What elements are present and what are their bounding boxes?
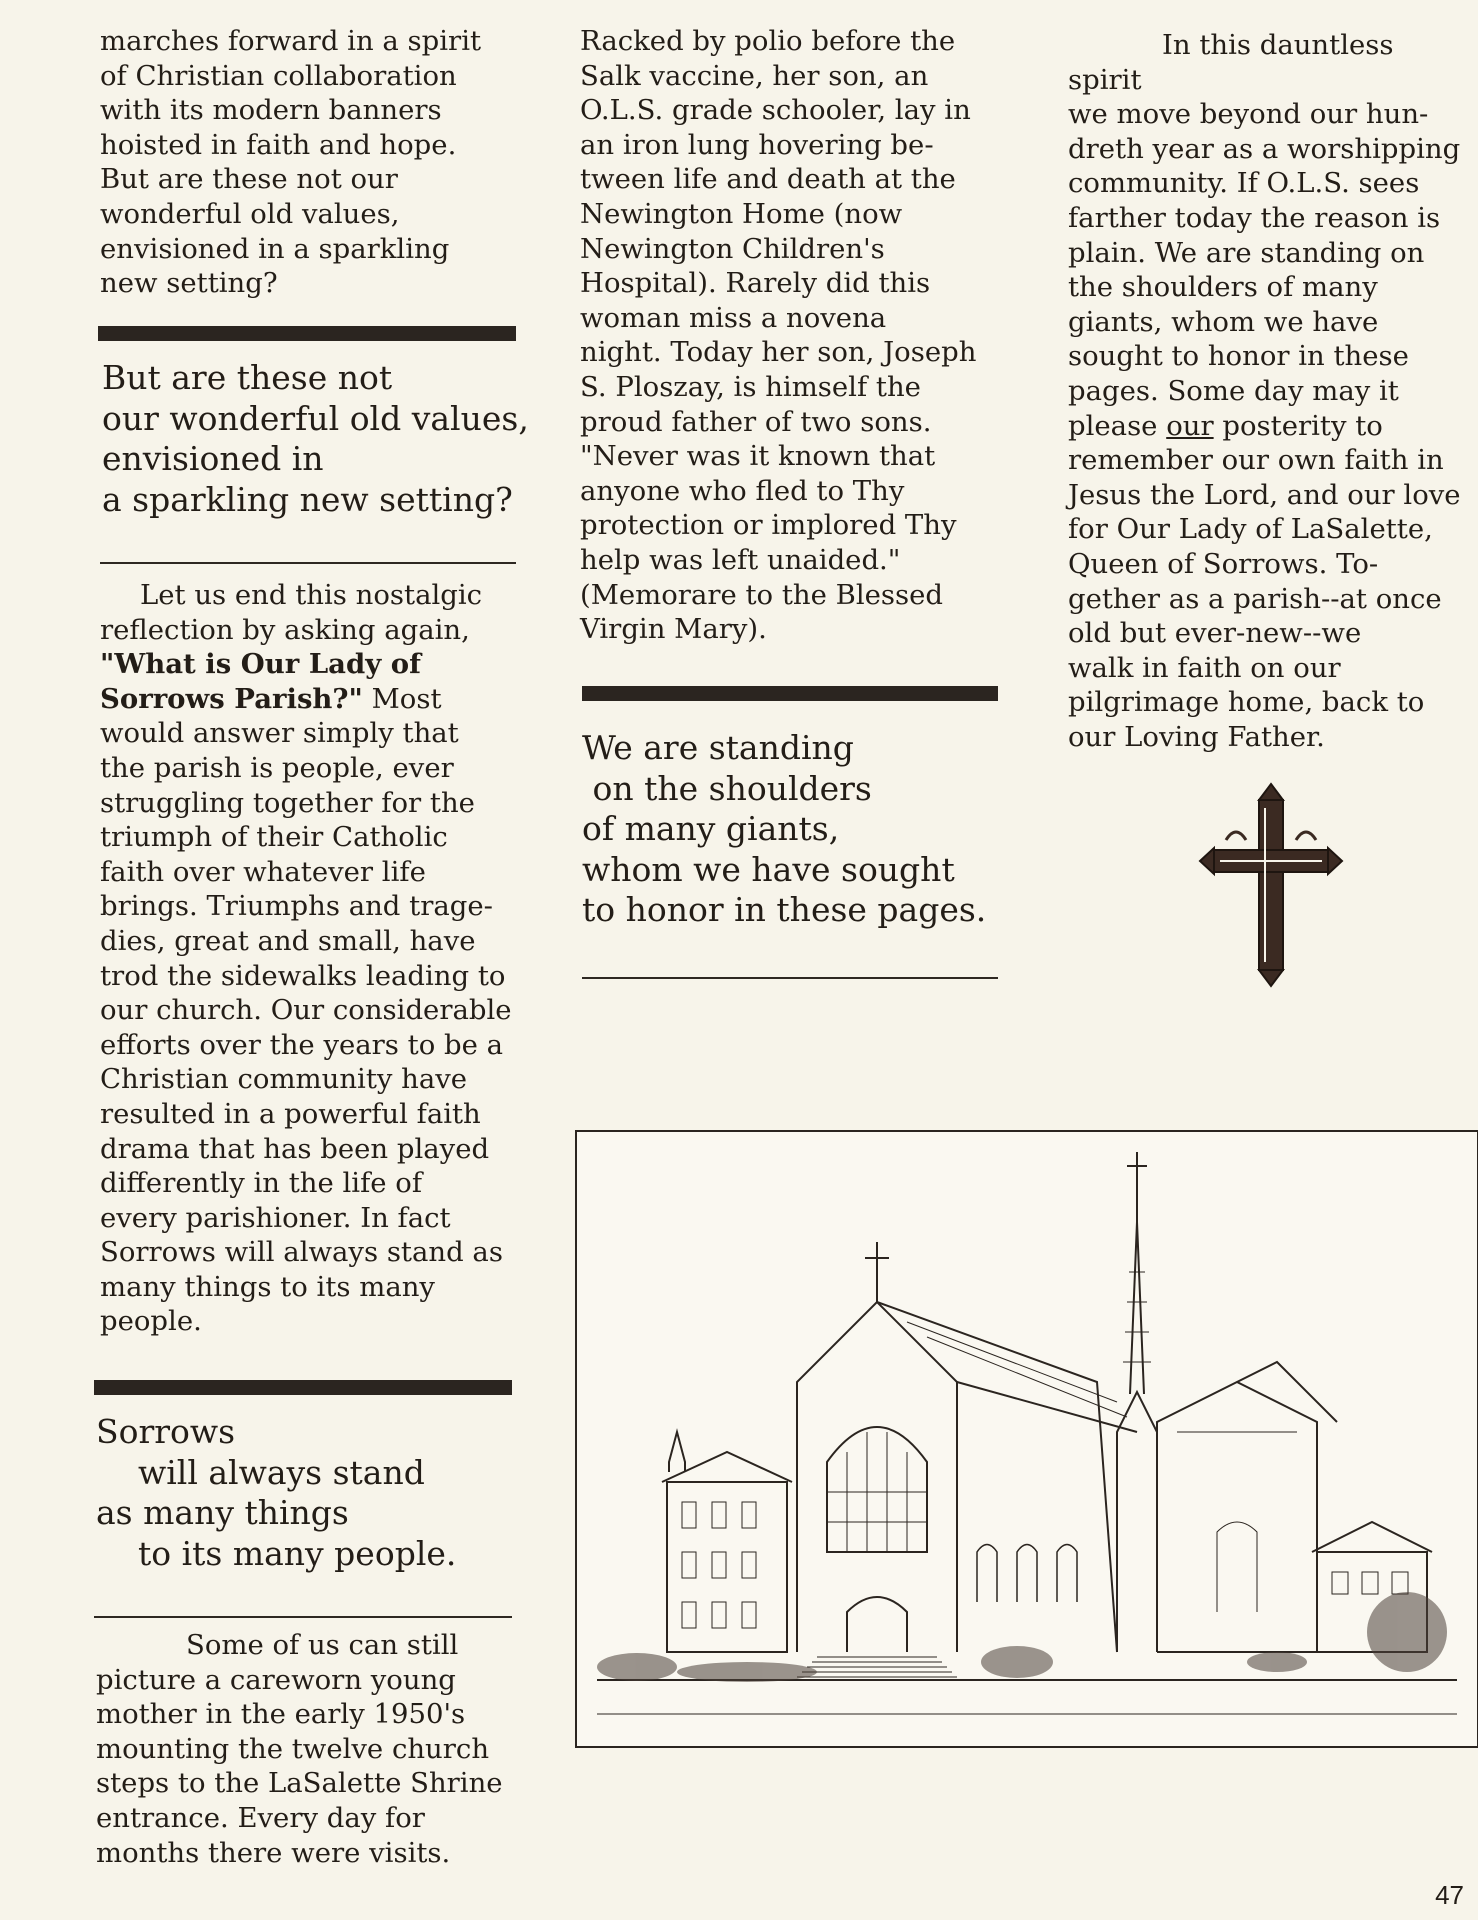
column1-paragraph-2-box <box>100 578 530 1339</box>
divider-bar-3 <box>582 686 998 701</box>
divider-rule-1 <box>100 562 516 564</box>
column-1 <box>100 24 520 301</box>
divider-bar-1 <box>98 326 516 341</box>
column1-paragraph-2-lead: Let us end this nostalgic reflection by asking again, <box>100 579 483 646</box>
column2-paragraph-1: Racked by polio before the Salk vaccine, her son, an O.L.S. grade schooler, lay in an iron lung hovering be- tween life and death at the Newington Home (now Newington Children's Hospital). Rarely did this woman miss a novena night. Today her son, Joseph S. Ploszay, is himself the proud father of two sons. "Never was it known that anyone who fled to Thy protection or implored Thy help was left unaided." (Memorare to the Blessed Virgin Mary). <box>580 25 977 646</box>
column1-paragraph-1: marches forward in a spirit of Christian collaboration with its modern banners hoisted in faith and hope. But are these not our wonderful old values, envisioned in a sparkling new setting? <box>100 25 482 300</box>
column3-paragraph-1 <box>1068 28 1473 754</box>
pull-quote-3-box <box>582 728 1012 931</box>
pull-quote-1: But are these not our wonderful old values, envisioned in a sparkling new setting? <box>102 358 529 519</box>
ornamental-cross-icon <box>1196 780 1346 990</box>
divider-bar-2 <box>94 1380 512 1395</box>
church-drawing <box>577 1132 1477 1746</box>
column3-paragraph-1-a: In this dauntless spirit we move beyond our hun- dreth year as a worshipping community. If O.L.S. sees farther today the reason is plain. We are standing on the shoulders of many giants, whom we have sought to honor in these pages. Some day may it please <box>1068 29 1461 442</box>
church-illustration <box>575 1130 1478 1748</box>
column-3 <box>1068 28 1473 754</box>
column3-paragraph-1-b: posterity to remember our own faith in Jesus the Lord, and our love for Our Lady of LaSalette, Queen of Sorrows. To- gether as a parish--at once old but ever-new--we walk in faith on our pilgrimage home, back to our Loving Father. <box>1068 409 1461 753</box>
pull-quote-1-box <box>102 358 532 520</box>
column3-underlined-word: our <box>1166 409 1214 442</box>
divider-rule-2 <box>94 1616 512 1618</box>
column1-paragraph-3-box <box>96 1628 536 1870</box>
column1-paragraph-3: Some of us can still picture a careworn young mother in the early 1950's mounting the twelve church steps to the LaSalette Shrine entrance. Every day for months there were visits. <box>96 1629 503 1869</box>
column1-question: "What is Our Lady of Sorrows Parish?" <box>100 648 421 715</box>
pull-quote-3: We are standing on the shoulders of many giants, whom we have sought to honor in these pages. <box>582 728 987 929</box>
pull-quote-2: Sorrows will always stand as many things to its many people. <box>96 1412 457 1573</box>
column-2 <box>580 24 1010 647</box>
divider-rule-3 <box>582 977 998 979</box>
column1-paragraph-2-rest: Most would answer simply that the parish is people, ever struggling together for the triumph of their Catholic faith over whatever life brings. Triumphs and trage- dies, great and small, have trod the sidewalks leading to our church. Our considerable efforts over the years to be a Christian community have resulted in a powerful faith drama that has been played differently in the life of every parishioner. In fact Sorrows will always stand as many things to its many people. <box>100 682 512 1338</box>
pull-quote-2-box <box>96 1412 536 1574</box>
column1-paragraph-2 <box>100 578 530 1339</box>
page-number: 47 <box>1435 1880 1464 1910</box>
